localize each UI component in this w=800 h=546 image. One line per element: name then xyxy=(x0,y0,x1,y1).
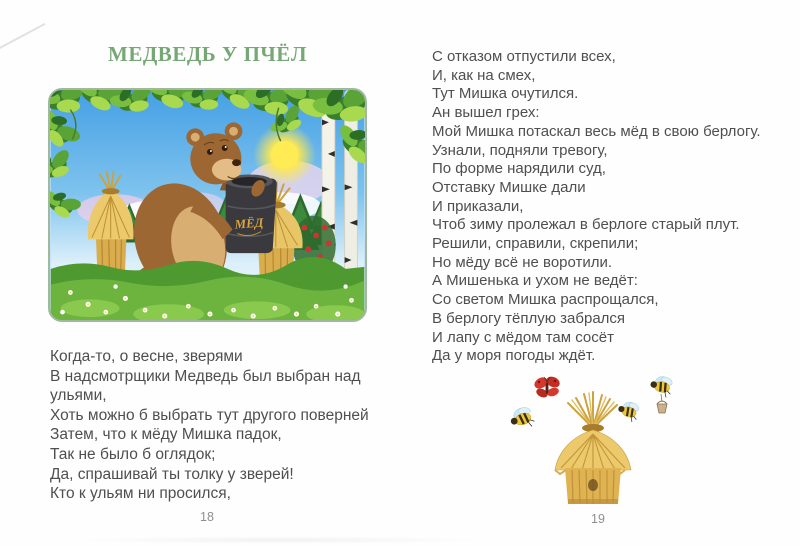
honey-pot-label: МЁД xyxy=(234,215,264,232)
bear-nose xyxy=(232,159,241,166)
poem-line: В надсмотрщики Медведь был выбран над xyxy=(50,367,361,385)
poem-line: Да у моря погоды ждёт. xyxy=(432,347,596,365)
butterfly-icon xyxy=(532,375,561,400)
page-number-right: 19 xyxy=(591,512,605,526)
poem-line: Кто к ульям ни просился, xyxy=(50,485,231,503)
honey-barrel xyxy=(226,175,277,254)
poem-line: И лапу с мёдом там сосёт xyxy=(432,328,614,346)
bear-illustration xyxy=(50,90,365,320)
book-page-corner-edge xyxy=(0,23,46,52)
poem-line: Так не было б оглядок; xyxy=(50,445,216,463)
poem-line: Тут Мишка очутился. xyxy=(432,85,579,103)
poem-line: Решили, справили, скрепили; xyxy=(432,235,639,253)
poem-line: С отказом отпустили всех, xyxy=(432,48,616,65)
bee-with-bucket xyxy=(649,373,674,413)
poem-line: Да, спрашивай ты толку у зверей! xyxy=(50,465,294,483)
poem-line: Но мёду всё не воротили. xyxy=(432,253,613,271)
poem-line: Мой Мишка потаскал весь мёд в свою берлогу. xyxy=(432,122,761,140)
poem-line: В берлогу тёплую забрался xyxy=(432,309,626,327)
beehive-vignette-illustration xyxy=(490,372,700,515)
poem-line: Со светом Мишка распрощался, xyxy=(432,291,659,309)
poem-line: Затем, что к мёду Мишка падок, xyxy=(50,426,282,444)
grass xyxy=(51,257,365,320)
bear-illustration-frame xyxy=(48,88,367,322)
poem-line: Чтоб зиму пролежал в берлоге старый плут. xyxy=(432,216,740,234)
honey-bucket-icon xyxy=(657,401,667,413)
page-title: МЕДВЕДЬ У ПЧЁЛ xyxy=(108,42,307,66)
page-number-left: 18 xyxy=(200,510,214,524)
poem-line: Когда-то, о весне, зверями xyxy=(50,348,243,365)
poem-line: Ан вышел грех: xyxy=(432,104,540,122)
poem-line: По форме нарядили суд, xyxy=(432,160,606,178)
poem-line: И, как на смех, xyxy=(432,66,536,84)
left-page-poem xyxy=(50,347,390,504)
poem-line: А Мишенька и ухом не ведёт: xyxy=(432,272,638,290)
poem-line: Отставку Мишке дали xyxy=(432,178,586,196)
poem-line: Узнали, подняли тревогу, xyxy=(432,141,608,159)
poem-line: И приказали, xyxy=(432,197,524,215)
poem-line: ульями, xyxy=(50,387,107,405)
bee-icon xyxy=(507,403,537,432)
right-page-poem xyxy=(432,48,772,366)
beehive-vignette xyxy=(490,372,700,515)
page-bottom-shadow xyxy=(70,536,490,544)
bee-icon xyxy=(649,373,674,398)
bee-icon xyxy=(616,398,641,423)
poem-line: Хоть можно б выбрать тут другого поверней xyxy=(50,406,369,424)
